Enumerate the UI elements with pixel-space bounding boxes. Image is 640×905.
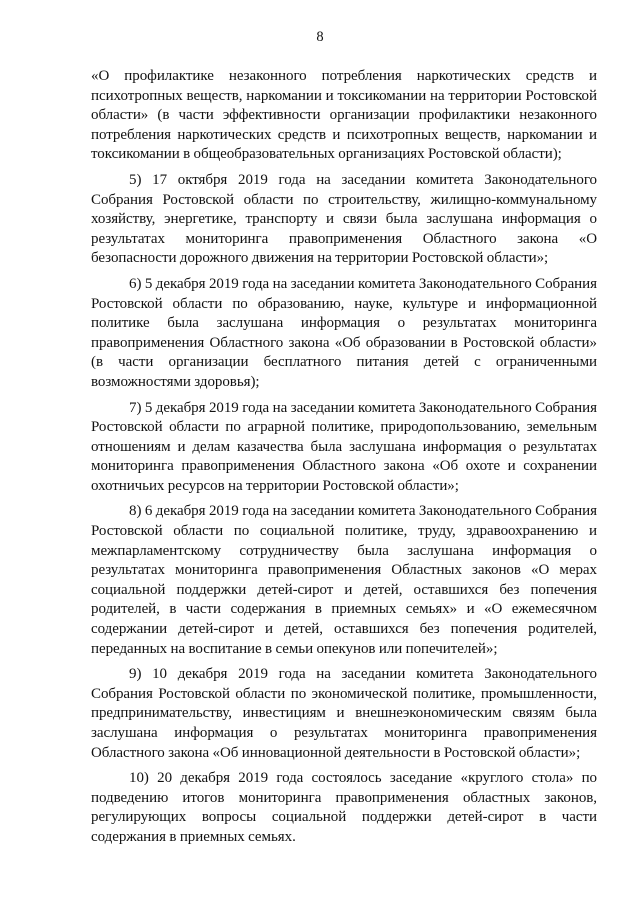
paragraph-item-9: 9) 10 декабря 2019 года на заседании комитета Законодательного Собрания Ростовской области по экономической политике, промышленности, предпринимательству, инвестициям и внешнеэкономическим связям была заслушана информация о результатах мониторинга правоприменения Областного закона «Об инновационной деятельности в Ростовской области»; — [91, 666, 597, 761]
paragraph-item-10: 10) 20 декабря 2019 года состоялось заседание «круглого стола» по подведению итогов мониторинга правоприменения областных законов, регулирующих вопросы социальной поддержки детей-сирот в части содержания в приемных семьях. — [91, 770, 597, 845]
paragraph-item-8: 8) 6 декабря 2019 года на заседании комитета Законодательного Собрания Ростовской области по социальной политике, труду, здравоохранению и межпарламентскому сотрудничеству была заслушана информация о результатах мониторинга правоприменения Областных законов «О мерах социальной поддержки детей-сирот и детей, оставшихся без попечения родителей, в части содержания в приемных семьях» и «О ежемесячном содержании детей-сирот и детей, оставшихся без попечения родителей, переданных на воспитание в семьи опекунов или попечителей»; — [91, 503, 597, 657]
paragraph-item-7: 7) 5 декабря 2019 года на заседании комитета Законодательного Собрания Ростовской области по аграрной политике, природопользованию, земельным отношениям и делам казачества была заслушана информация о результатах мониторинга правоприменения Областного закона «Об охоте и сохранении охотничьих ресурсов на территории Ростовской области»; — [91, 399, 597, 494]
page-number: 8 — [316, 29, 324, 45]
paragraph-item-6: 6) 5 декабря 2019 года на заседании комитета Законодательного Собрания Ростовской области по образованию, науке, культуре и информационной политике была заслушана информация о результатах мониторинга правоприменения Областного закона «Об образовании в Ростовской области» (в части организации бесплатного питания детей с ограниченными возможностями здоровья); — [91, 275, 597, 390]
paragraph-continuation: «О профилактике незаконного потребления наркотических средств и психотропных веществ, наркомании и токсикомании на территории Ростовской области» (в части эффективности организации профилактики незаконного потребления наркотических средств и психотропных веществ, наркомании и токсикомании в общеобразовательных организациях Ростовской области); — [91, 68, 597, 163]
paragraph-item-5: 5) 17 октября 2019 года на заседании комитета Законодательного Собрания Ростовской области по строительству, жилищно-коммунальному хозяйству, энергетике, транспорту и связи была заслушана информация о результатах мониторинга правоприменения Областного закона «О безопасности дорожного движения на территории Ростовской области»; — [91, 171, 597, 267]
document-body — [91, 67, 597, 854]
